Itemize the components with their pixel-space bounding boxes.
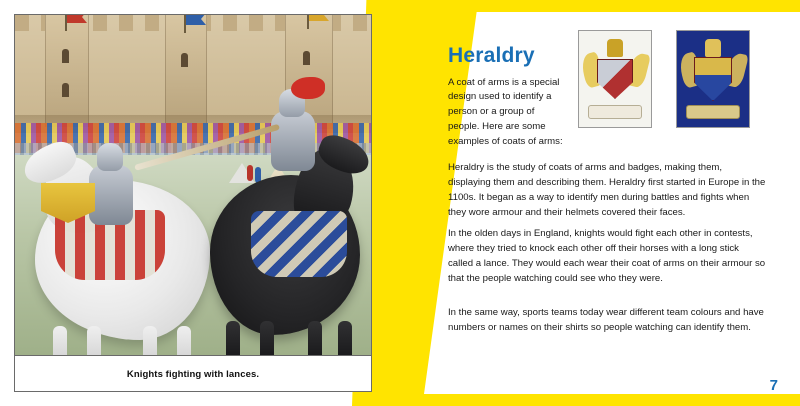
horse-leg [53,326,67,355]
crest-icon [607,39,623,57]
horse-leg [143,326,157,355]
body-paragraph-3: In the same way, sports teams today wear different team colours and have numbers or names on their shirts so people watching can identify them. [448,306,764,333]
castle-window [62,83,69,97]
horse-leg [87,326,101,355]
horse-leg [338,321,352,355]
shield-icon [694,57,732,101]
knight-right [271,111,315,171]
page-title: Heraldry [448,44,535,68]
flag-pole [307,15,309,29]
flag-pole [184,15,186,33]
body-paragraph-1: Heraldry is the study of coats of arms and badges, making them, displaying them and describing them. Heraldry first started in Europe in the 1100s. It began as a way to identify men during battles and fights when they wore armour and their helmets covered their faces. [448,161,766,219]
castle-tower [45,15,89,127]
illustration-frame [14,14,372,392]
distant-figure [247,165,253,181]
motto-scroll [588,105,642,119]
helmet-plume [291,77,325,99]
flag-pole [65,15,67,31]
shield-icon [597,59,633,99]
castle-window [181,53,188,67]
castle-window [62,49,69,63]
intro-paragraph: A coat of arms is a special design used to identify a person or a group of people. Here are some examples of coats of arms: [448,76,563,148]
crest-icon [705,39,721,57]
horse-leg [308,321,322,355]
knight-helmet [97,143,123,171]
castle-tower [165,15,207,123]
illustration-caption-bar [15,355,371,392]
coat-of-arms-image-1 [578,30,652,128]
body-paragraph-2: In the olden days in England, knights would fight each other in contests, where they tried to knock each other off their horses with a long stick called a lance. They would each wear their coat of arms on their armour so that the people watching could see who they were. [448,227,766,285]
horse-leg [226,321,240,355]
motto-scroll [686,105,740,119]
horse-caparison [251,211,347,277]
illustration-caption: Knights fighting with lances. [126,368,260,380]
knight-left [89,165,133,225]
page-number: 7 [769,377,778,394]
coat-of-arms-image-2 [676,30,750,128]
horse-leg [260,321,274,355]
castle-window [303,51,310,65]
knights-jousting-illustration [15,15,371,355]
horse-leg [177,326,191,355]
